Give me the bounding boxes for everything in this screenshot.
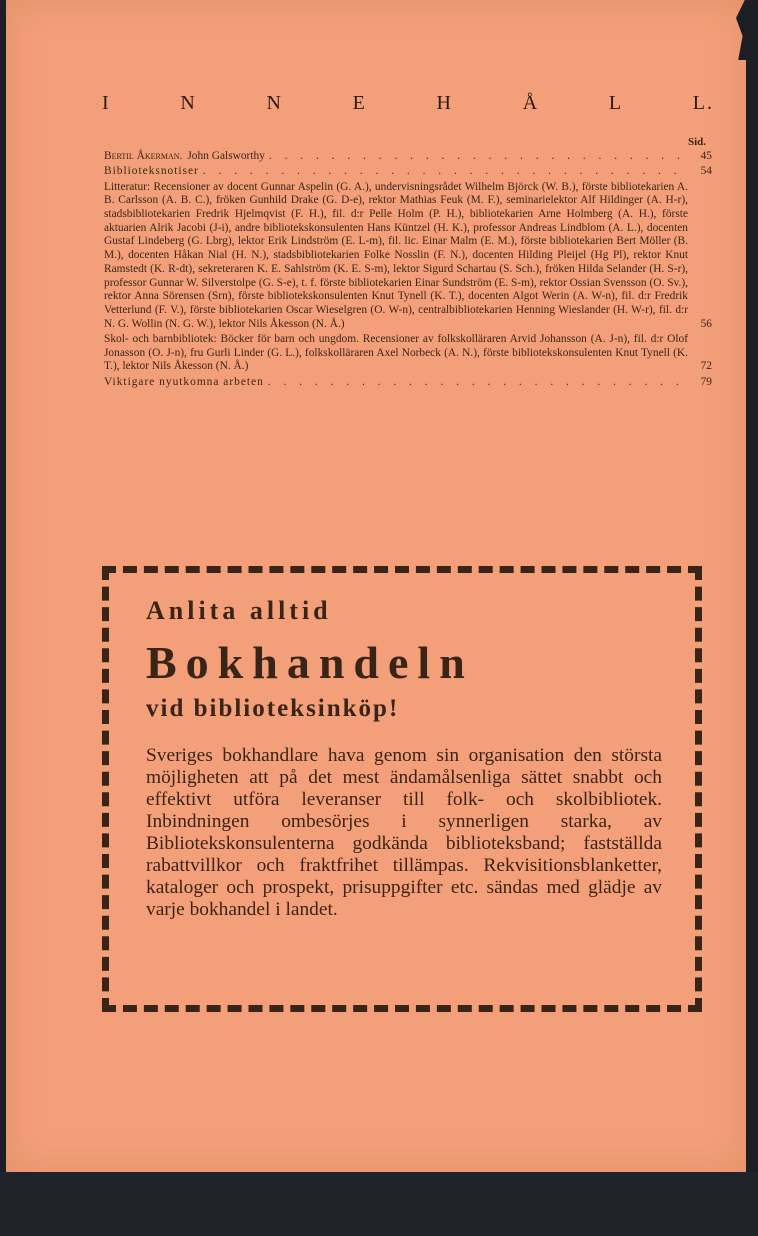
toc-page-number: 45 bbox=[700, 150, 712, 162]
toc-author: Bertil Åkerman. bbox=[104, 150, 183, 162]
table-of-contents bbox=[104, 150, 712, 391]
toc-entry bbox=[104, 181, 712, 332]
toc-title: Skol- och barnbibliotek: Böcker för barn och ungdom. Recensioner av folkskolläraren Arvid Johansson (A. J-n), fil. d:r Olof Jonasson (O. J-n), fru Gurli Linder (G. L.), folkskolläraren Axel Norbeck (A. N.), förste bibliotekskonsulenten Knut Tynell (K. T.), lektor Nils Åkesson (N. Å.) bbox=[104, 332, 688, 373]
page-title bbox=[102, 88, 714, 118]
toc-page-number: 54 bbox=[700, 165, 712, 178]
title-letter: I bbox=[102, 91, 111, 114]
title-letter: E bbox=[352, 91, 367, 114]
title-letter: N bbox=[266, 91, 283, 114]
ad-subheadline: vid biblioteksinköp! bbox=[146, 695, 400, 722]
toc-title: Biblioteksnotiser bbox=[104, 165, 199, 178]
toc-page-number: 79 bbox=[700, 375, 712, 388]
toc-title: Litteratur: Recensioner av docent Gunnar Aspelin (G. A.), undervisningsrådet Wilhelm Björck (W. B.), förste bibliotekarien A. B. Carlsson (A. B. C.), fröken Gunhild Drake (G. D-e), rektor Mathias Feuk (M. F.), seminarielektor Alf Hildinger (A. H-r), stadsbibliotekarien Fredrik Hjelmqvist (F. H.), fil. d:r Pelle Holm (P. H.), bibliotekarien Arne Holmberg (A. H.), förste aktuarien Alrik Jacobi (J-i), andre bibliotekskonsulenten Hans Küntzel (H. K.), professor Andreas Lindblom (A. L.), docenten Gustaf Lindeberg (G. Lbrg), lektor Erik Lindström (E. L-m), fil. lic. Einar Malm (E. M.), förste bibliotekarien Bert Möller (B. M.), docenten Håkan Nial (H. N.), stadsbibliotekarien Folke Nosslin (F. N.), docenten Hilding Pleijel (Hg Pl), rektor Knut Ramstedt (K. R-dt), sekreteraren K. E. Sahlström (K. E. S-m), lektor Sigurd Schartau (S. Sch.), fröken Hilda Selander (H. S-r), professor Gunnar W. Silverstolpe (G. S-e), t. f. förste bibliotekarien Einar Sundström (E. S-m), rektor Ossian Svensson (O. Sv.), rektor Anna Sörensen (Srn), förste bibliotekskonsulenten Knut Tynell (K. T.), docenten Algot Werin (A. W-n), fil. d:r Fredrik Vetterlund (F. V.), förste bibliotekarien Oscar Wieselgren (O. W-n), centralbibliotekarien Henning Wieslander (H. W-r), fil. d:r N. G. Wollin (N. G. W.), lektor Nils Åkesson (N. Å.) bbox=[104, 180, 688, 330]
ad-headline: Bokhandeln bbox=[146, 637, 474, 688]
toc-entry bbox=[104, 376, 712, 390]
title-letter: H bbox=[436, 91, 453, 114]
title-letter: L bbox=[608, 91, 624, 114]
toc-title: John Galsworthy bbox=[187, 150, 265, 162]
magazine-page bbox=[6, 0, 746, 1172]
scan-background bbox=[0, 1172, 758, 1236]
ad-body-text: Sveriges bokhandlare hava genom sin organisation den största möjligheten att på det mest ändamålsenliga sättet snabbt och effektivt utföra leveranser till folk- och skolbibliotek. Inbindningen ombesörjes i synnerligen starka, av Bibliotekskonsulenterna godkända biblioteksband; fastställda rabattvillkor och fraktfrihet tillämpas. Rekvisitionsblanketter, kataloger och prospekt, prisuppgifter etc. sändas med glädje av varje bokhandel i landet. bbox=[146, 745, 662, 920]
bookshop-advertisement bbox=[146, 596, 666, 921]
title-letter: Å bbox=[522, 91, 540, 114]
title-letter: L. bbox=[692, 91, 714, 114]
toc-page-number: 72 bbox=[700, 360, 712, 373]
toc-entry bbox=[104, 150, 712, 164]
toc-title: Viktigare nyutkomna arbeten bbox=[104, 375, 264, 388]
leader-dots bbox=[269, 150, 688, 164]
title-letter: N bbox=[180, 91, 197, 114]
page-column-label: Sid. bbox=[688, 136, 707, 148]
leader-dots bbox=[203, 165, 688, 179]
toc-entry bbox=[104, 333, 712, 374]
toc-page-number: 56 bbox=[700, 317, 712, 330]
ad-tagline: Anlita alltid bbox=[146, 596, 332, 625]
toc-entry bbox=[104, 165, 712, 179]
leader-dots bbox=[268, 376, 688, 390]
